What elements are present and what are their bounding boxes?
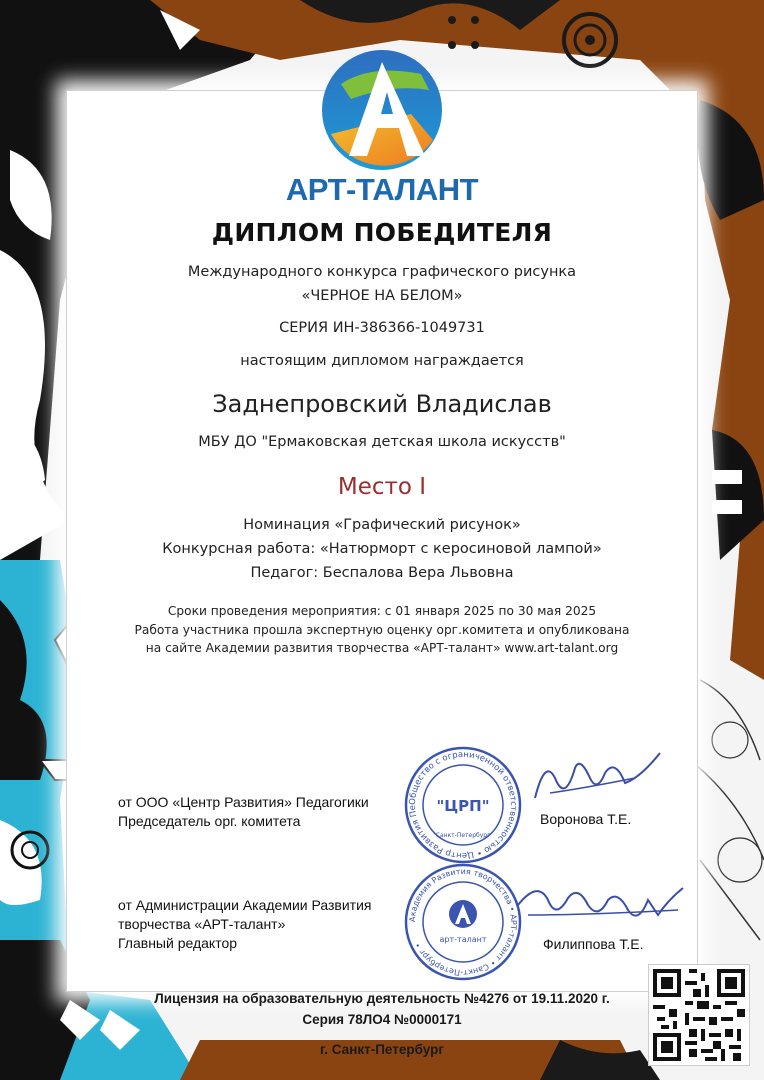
brand-name: АРТ-ТАЛАНТ <box>285 172 479 207</box>
stamp-2-ring-text: Академия Развития творчества • АРТ-талант • Санкт-Петербург • <box>407 866 519 978</box>
event-dates: Сроки проведения мероприятия: с 01 января 2025 по 30 мая 2025 <box>167 604 597 618</box>
signature-2-line-2: творчества «АРТ-талант» <box>118 916 286 932</box>
stamp-2-center: арт-талант <box>439 935 487 944</box>
license-series: Серия 78ЛО4 №0000171 <box>302 1012 462 1027</box>
review-line-2: на сайте Академии развития творчества «АРТ-талант» www.art-talant.org <box>145 641 619 655</box>
signature-2-line-3: Главный редактор <box>118 935 238 951</box>
stamp-1-ring-text: Общество с ограниченной ответственностью • Центр Развития Пе <box>407 749 519 861</box>
stamp-1-city: Санкт-Петербург <box>435 832 491 839</box>
review-line-1: Работа участника прошла экспертную оценку орг.комитета и опубликована <box>134 623 630 637</box>
diploma-title: ДИПЛОМ ПОБЕДИТЕЛЯ <box>211 218 553 247</box>
awarded-text: настоящим дипломом награждается <box>240 353 524 369</box>
signature-1-line-1: от ООО «Центр Развития» Педагогики <box>118 794 369 810</box>
signature-block-2-label <box>118 896 371 953</box>
stamp-1-center: "ЦРП" <box>436 797 490 815</box>
contest-line-2: «ЧЕРНОЕ НА БЕЛОМ» <box>301 288 463 304</box>
signature-2-name: Филиппова Т.Е. <box>543 936 644 952</box>
art-talant-stamp <box>403 862 523 986</box>
signature-2-scribble <box>508 870 688 944</box>
signature-1-line-2: Председатель орг. комитета <box>118 813 301 829</box>
signature-block-1-label <box>118 793 369 831</box>
signature-2-line-1: от Администрации Академии Развития <box>118 897 372 913</box>
place-award: Место I <box>337 474 427 500</box>
series-number: СЕРИЯ ИН-386366-1049731 <box>279 320 485 336</box>
nomination: Номинация «Графический рисунок» <box>243 517 521 533</box>
teacher: Педагог: Беспалова Вера Львовна <box>250 565 514 581</box>
license-line: Лицензия на образовательную деятельность №4276 от 19.11.2020 г. <box>154 991 610 1006</box>
signature-1-name: Воронова Т.Е. <box>540 811 632 827</box>
art-talant-logo <box>311 44 453 174</box>
qr-code[interactable] <box>648 964 750 1066</box>
institution-name: МБУ ДО "Ермаковская детская школа искусств" <box>198 434 566 450</box>
recipient-name: Заднепровский Владислав <box>212 390 552 418</box>
contest-line-1: Международного конкурса графического рисунка <box>187 264 577 280</box>
contest-work: Конкурсная работа: «Натюрморт с керосиновой лампой» <box>162 541 602 557</box>
crp-stamp <box>403 745 523 869</box>
city: г. Санкт-Петербург <box>320 1042 444 1057</box>
